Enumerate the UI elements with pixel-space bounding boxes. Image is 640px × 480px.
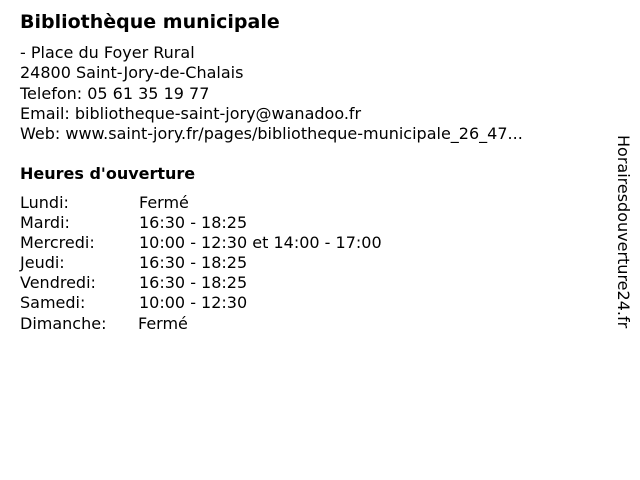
contact-block	[20, 43, 523, 144]
email-line: Email: bibliotheque-saint-jory@wanadoo.fr	[20, 103, 362, 123]
city-line: 24800 Saint-Jory-de-Chalais	[20, 63, 244, 83]
phone-line: Telefon: 05 61 35 19 77	[20, 83, 210, 103]
site-watermark	[613, 135, 637, 345]
time-value: 16:30 - 18:25	[139, 213, 248, 233]
time-value: 10:00 - 12:30	[139, 293, 248, 313]
library-name: Bibliothèque municipale	[20, 11, 280, 33]
watermark-text: Horairesdouverture24.fr	[614, 135, 633, 329]
day-label: Vendredi:	[20, 273, 96, 293]
address-line: - Place du Foyer Rural	[20, 43, 195, 62]
time-value: Fermé	[138, 313, 188, 333]
hours-heading: Heures d'ouverture	[20, 164, 196, 183]
time-value: 16:30 - 18:25	[139, 253, 248, 273]
time-value: 16:30 - 18:25	[139, 273, 248, 293]
day-label: Jeudi:	[20, 253, 65, 273]
day-label: Mercredi:	[20, 233, 95, 253]
day-label: Lundi:	[20, 193, 69, 212]
time-value: 10:00 - 12:30 et 14:00 - 17:00	[139, 233, 382, 253]
day-label: Mardi:	[20, 213, 70, 233]
day-label: Dimanche:	[20, 313, 107, 333]
time-value: Fermé	[139, 193, 189, 212]
day-label: Samedi:	[20, 293, 86, 313]
web-line: Web: www.saint-jory.fr/pages/bibliotheque-municipale_26_47...	[20, 124, 523, 144]
